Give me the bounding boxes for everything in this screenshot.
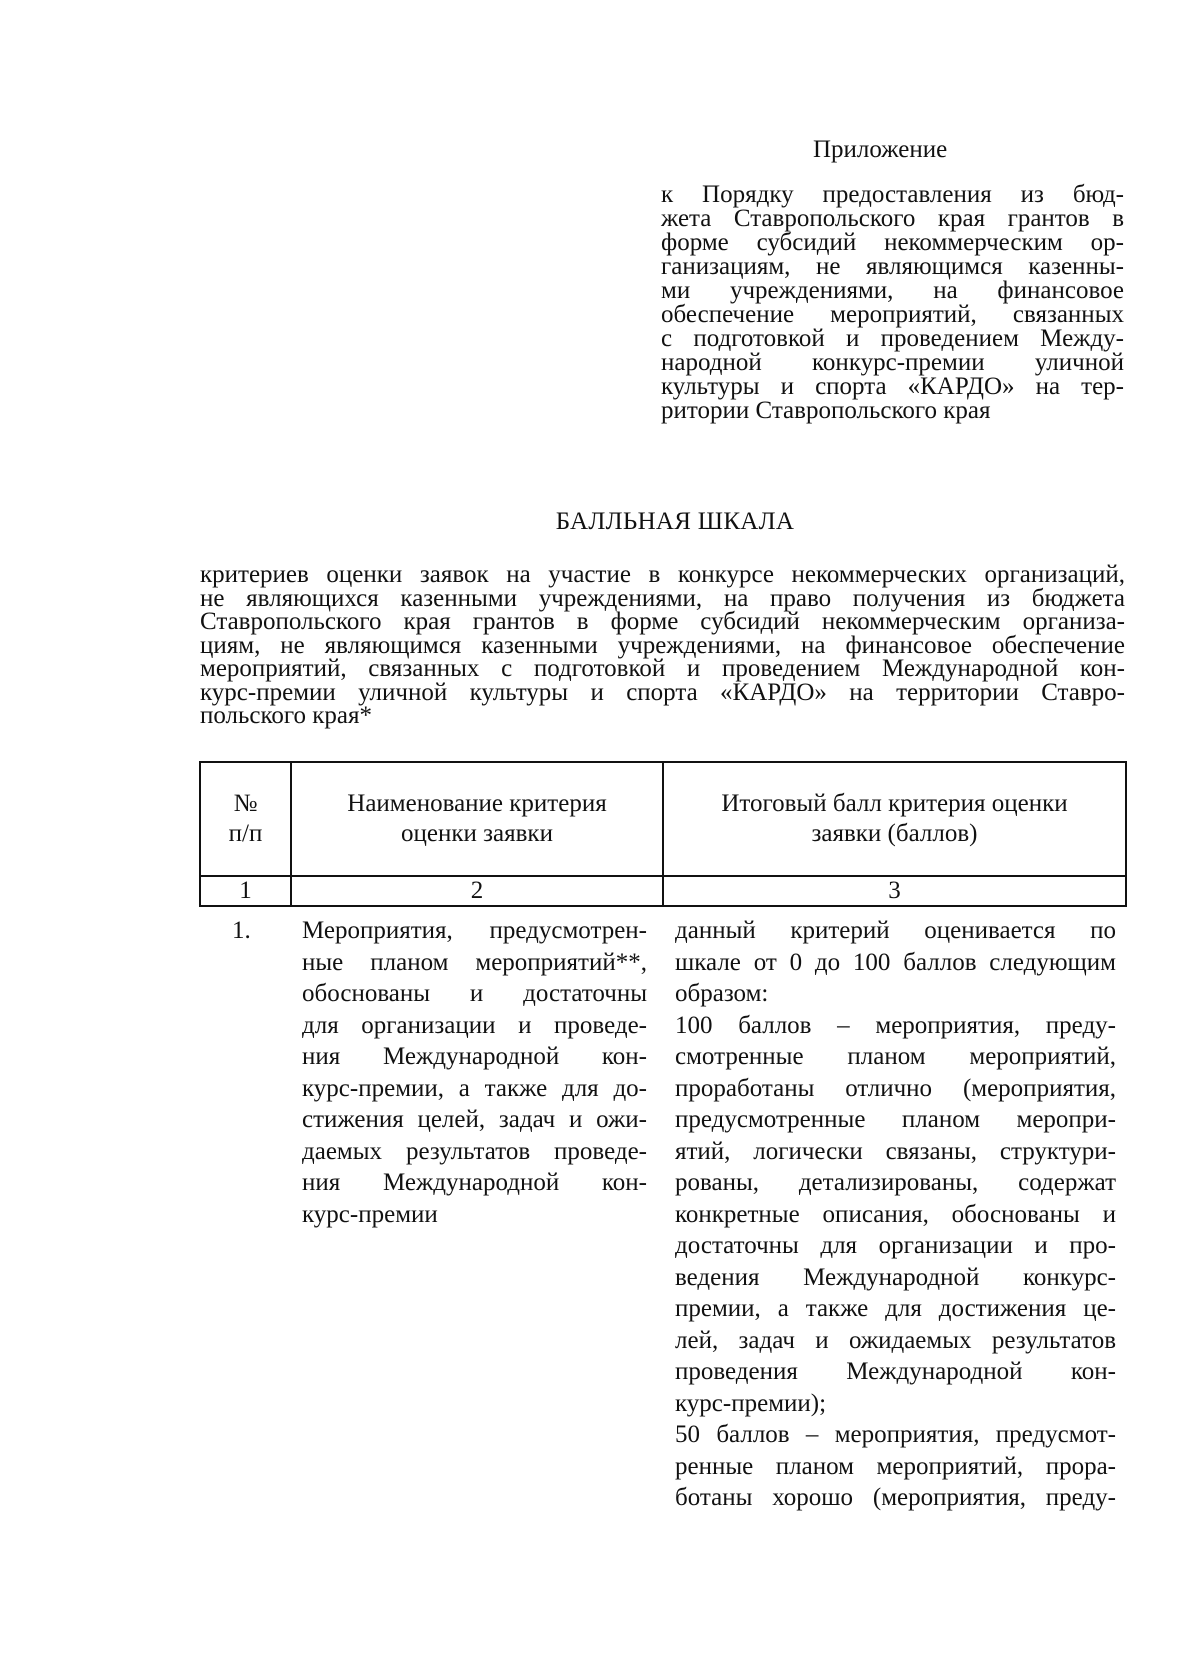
subtitle-line: не являющихся казенными учреждениями, на право получения из бюджета <box>200 584 1125 612</box>
criterion-line: ния Международной кон- <box>302 1043 647 1070</box>
row-number: 1. <box>232 917 251 944</box>
appendix-line: культуры и спорта «КАРДО» на тер- <box>661 373 1124 400</box>
score-line: 100 баллов – мероприятия, преду- <box>675 1011 1116 1039</box>
criterion-line: стижения целей, задач и ожи- <box>302 1106 647 1133</box>
score-line: данный критерий оценивается по <box>675 917 1116 944</box>
subtitle-line: критериев оценки заявок на участие в конкурсе некоммерческих организаций, <box>200 561 1125 588</box>
appendix-line: к Порядку предоставления из бюд- <box>661 181 1124 208</box>
score-line: ботаны хорошо (мероприятия, преду- <box>675 1484 1116 1511</box>
appendix-line: жета Ставропольского края грантов в <box>661 205 1124 232</box>
column-number-row <box>200 876 1126 906</box>
appendix-line: ритории Ставропольского края <box>661 397 991 424</box>
appendix-line: народной конкурс-премии уличной <box>661 349 1124 376</box>
criterion-line: курс-премии <box>302 1200 438 1228</box>
score-line: шкале от 0 до 100 баллов следующим <box>675 948 1116 976</box>
header-number: № п/п <box>200 762 291 876</box>
column-number: 1 <box>200 876 291 906</box>
document-title: БАЛЛЬНАЯ ШКАЛА <box>555 508 795 535</box>
column-number: 2 <box>291 876 663 906</box>
score-line: проработаны отлично (мероприятия, <box>675 1074 1116 1102</box>
appendix-reference <box>661 183 1124 423</box>
appendix-line: обеспечение мероприятий, связанных <box>661 301 1124 328</box>
criterion-line: курс-премии, а также для до- <box>302 1074 647 1102</box>
criterion-line: ные планом мероприятий**, <box>302 948 647 976</box>
table-header-row <box>200 762 1126 876</box>
appendix-line: форме субсидий некоммерческим ор- <box>661 229 1124 256</box>
subtitle-line: Ставропольского края грантов в форме субсидий некоммерческим организа- <box>200 608 1125 635</box>
subtitle-line: мероприятий, связанных с подготовкой и проведением Международной кон- <box>200 655 1125 682</box>
criterion-line: обоснованы и достаточны <box>302 980 647 1007</box>
subtitle-line: циям, не являющимся казенными учреждениями, на финансовое обеспечение <box>200 631 1125 659</box>
criterion-cell <box>302 915 647 1230</box>
appendix-line: ми учреждениями, на финансовое <box>661 277 1124 304</box>
document-subtitle <box>200 563 1125 728</box>
score-line: курс-премии); <box>675 1389 827 1417</box>
subtitle-line: польского края* <box>200 702 373 729</box>
score-line: рованы, детализированы, содержат <box>675 1169 1116 1196</box>
header-score: Итоговый балл критерия оценки заявки (баллов) <box>663 762 1126 876</box>
score-line: ведения Международной конкурс- <box>675 1263 1116 1291</box>
appendix-line: с подготовкой и проведением Между- <box>661 325 1124 352</box>
score-line: образом: <box>675 980 769 1007</box>
criterion-line: даемых результатов проведе- <box>302 1137 647 1165</box>
score-line: смотренные планом мероприятий, <box>675 1043 1116 1070</box>
column-number: 3 <box>663 876 1126 906</box>
score-cell <box>675 915 1116 1514</box>
score-line: достаточны для организации и про- <box>675 1232 1116 1259</box>
header-criterion: Наименование критерия оценки заявки <box>291 762 663 876</box>
criterion-line: для организации и проведе- <box>302 1011 647 1039</box>
score-line: конкретные описания, обоснованы и <box>675 1200 1116 1228</box>
appendix-title: Приложение <box>813 136 948 163</box>
score-line: предусмотренные планом меропри- <box>675 1106 1116 1133</box>
score-line: ятий, логически связаны, структури- <box>675 1137 1116 1165</box>
score-line: ренные планом мероприятий, прора- <box>675 1452 1116 1480</box>
score-line: лей, задач и ожидаемых результатов <box>675 1326 1116 1354</box>
criterion-line: ния Международной кон- <box>302 1169 647 1196</box>
subtitle-line: курс-премии уличной культуры и спорта «КАРДО» на территории Ставро- <box>200 678 1125 706</box>
criterion-line: Мероприятия, предусмотрен- <box>302 917 647 944</box>
appendix-line: ганизациям, не являющимся казенны- <box>661 253 1124 280</box>
score-line: проведения Международной кон- <box>675 1358 1116 1385</box>
score-line: премии, а также для достижения це- <box>675 1295 1116 1322</box>
score-line: 50 баллов – мероприятия, предусмот- <box>675 1421 1116 1448</box>
criteria-table <box>199 761 1127 907</box>
